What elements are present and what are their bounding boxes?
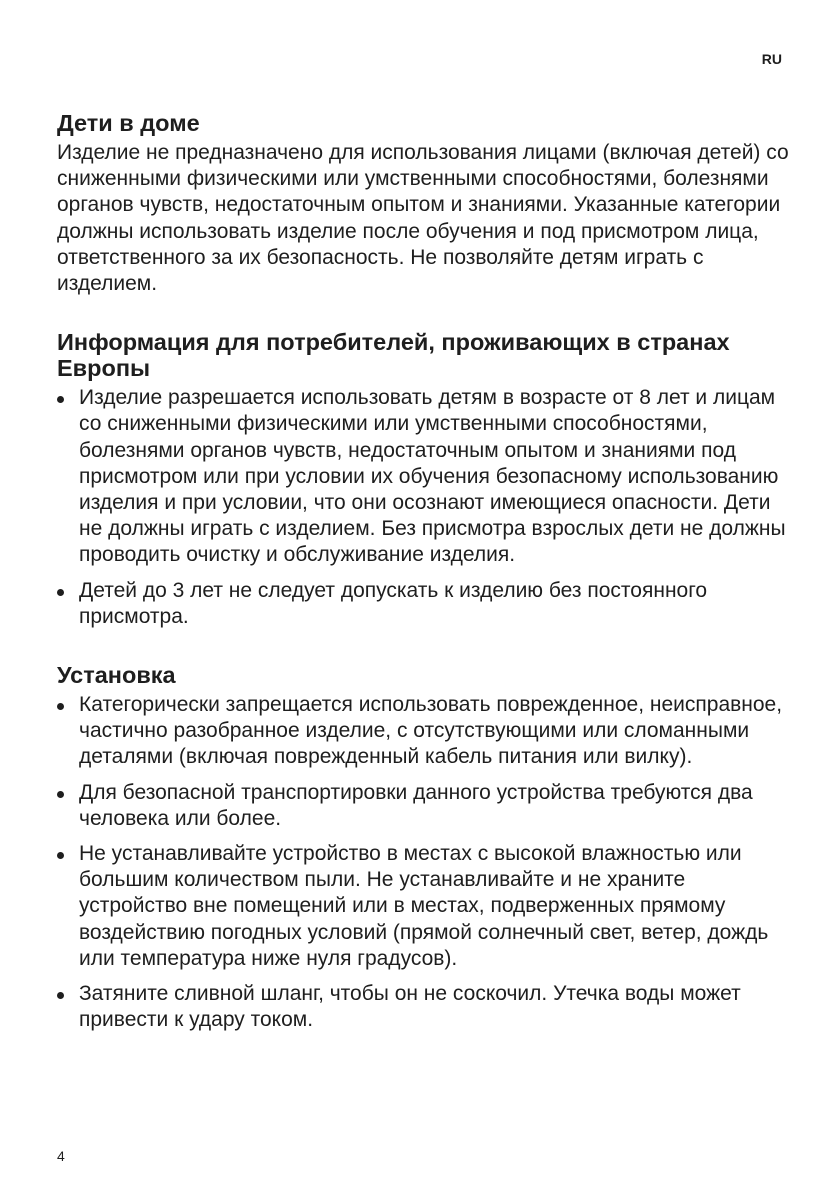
- list-item-text: Категорически запрещается использовать поврежденное, неисправное, частично разобранное изделие, с отсутствующими или сломанными деталями (включая поврежденный кабель питания или вилку).: [79, 693, 783, 769]
- bullet-icon: [57, 396, 64, 403]
- section-installation: [57, 662, 792, 1033]
- bullet-icon: [57, 703, 64, 710]
- list-item-text: Детей до 3 лет не следует допускать к изделию без постоянного присмотра.: [79, 578, 708, 628]
- list-item: [57, 780, 792, 832]
- section-children-at-home: [57, 110, 792, 297]
- language-code: RU: [761, 51, 782, 67]
- list-item: [57, 692, 792, 771]
- list-item: [57, 841, 792, 972]
- bullet-icon: [57, 992, 64, 999]
- list-item: [57, 578, 792, 630]
- list-item-text: Изделие разрешается использовать детям в возрасте от 8 лет и лицам со сниженными физическими или умственными способностями, болезнями органов чувств, недостаточным опытом и знаниями под присмотром или при условии их обучения безопасному использованию изделия и при условии, что они осознают имеющиеся опасности. Дети не должны играть с изделием. Без присмотра взрослых дети не должны проводить очистку и обслуживание изделия.: [79, 386, 786, 567]
- section-eu-consumers: [57, 329, 792, 630]
- list-item-text: Не устанавливайте устройство в местах с высокой влажностью или большим количеством пыли. Не устанавливайте и не храните устройство вне помещений или в местах, подверженных прямому воздействию погодных условий (прямой солнечный свет, ветер, дождь или температура ниже нуля градусов).: [79, 842, 769, 970]
- section-heading: Информация для потребителей, проживающих в странах Европы: [57, 329, 730, 382]
- page-number: 4: [57, 1148, 65, 1164]
- list-item: [57, 385, 792, 568]
- list-item-text: Затяните сливной шланг, чтобы он не соскочил. Утечка воды может привести к удару током.: [79, 982, 741, 1032]
- list-item-text: Для безопасной транспортировки данного устройства требуются два человека или более.: [79, 780, 753, 830]
- bullet-icon: [57, 589, 64, 596]
- document-body: [57, 110, 792, 1033]
- section-heading: Установка: [57, 662, 176, 689]
- bullet-icon: [57, 791, 64, 798]
- section-heading: Дети в доме: [57, 110, 200, 136]
- bullet-list: [57, 385, 792, 630]
- bullet-list: [57, 692, 792, 1033]
- list-item: [57, 981, 792, 1033]
- section-paragraph: Изделие не предназначено для использования лицами (включая детей) со сниженными физическими или умственными способностями, болезнями органов чувств, недостаточным опытом и знаниями. Указанные категории должны использовать изделие после обучения и под присмотром лица, ответственного за их безопасность. Не позволяйте детям играть с изделием.: [57, 141, 789, 296]
- bullet-icon: [57, 852, 64, 859]
